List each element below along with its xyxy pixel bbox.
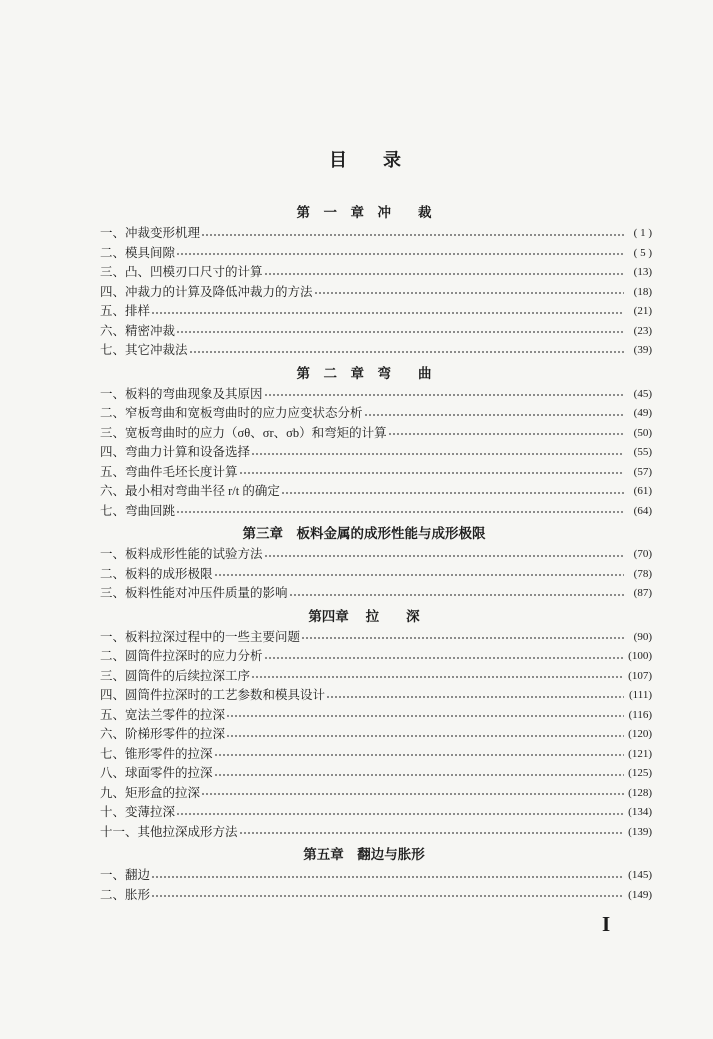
toc-entry [100,545,652,565]
toc-entry [100,823,652,843]
dot-leader [326,686,624,706]
entry-title: 四、弯曲力计算和设备选择 [100,445,251,459]
entry-page: (70) [633,548,652,560]
entry-title: 二、胀形 [100,887,151,902]
toc-entry [100,244,652,264]
dot-leader [176,244,624,264]
entry-page: (100) [628,650,652,662]
entry-title: 五、宽法兰零件的拉深 [100,707,226,722]
entry-title: 六、最小相对弯曲半径 r/t 的确定 [100,484,280,498]
dot-leader [239,463,624,483]
chapter-heading: 第 一 章 冲 裁 [296,205,432,220]
entry-page: (149) [628,888,652,901]
toc-entry [100,725,652,745]
dot-leader [214,565,624,585]
dot-leader [281,482,624,502]
entry-page: (18) [633,285,652,298]
chapter-heading: 第三章 板料金属的成形性能与成形极限 [242,526,486,541]
entry-page: (13) [633,266,652,278]
chapter-heading: 第五章 翻边与胀形 [303,847,425,862]
dot-leader [151,866,624,886]
dot-leader [388,424,624,444]
entry-page: (107) [628,669,652,682]
entry-title: 七、其它冲裁法 [100,343,188,357]
entry-page: (145) [628,869,652,881]
entry-page: (78) [633,567,652,580]
entry-title: 一、板料成形性能的试验方法 [100,547,263,561]
dot-leader [314,283,624,303]
entry-page: ( 5 ) [633,246,652,259]
entry-title: 一、冲裁变形机理 [100,226,201,240]
dot-leader [264,545,624,565]
toc-entry [100,224,652,244]
dot-leader [214,745,624,765]
toc-entry [100,424,652,444]
entry-title: 十、变薄拉深 [100,805,176,819]
entry-page: (23) [633,324,652,337]
toc-entry [100,404,652,424]
toc-entry [100,784,652,804]
toc-entry [100,628,652,648]
entry-title: 三、板料性能对冲压件质量的影响 [100,586,288,600]
entry-page: (134) [628,806,652,818]
toc-entry [100,302,652,322]
dot-leader [214,764,624,784]
toc-entry [100,667,652,687]
entry-page: (50) [633,426,652,439]
toc-entry [100,866,652,886]
toc-entry [100,341,652,361]
entry-title: 九、矩形盒的拉深 [100,785,201,800]
dot-leader [151,886,624,906]
entry-title: 二、模具间隙 [100,245,176,260]
entry-page: (45) [633,387,652,400]
dot-leader [176,502,624,522]
entry-title: 二、圆筒件拉深时的应力分析 [100,649,263,663]
dot-leader [264,385,624,405]
toc-entry [100,385,652,405]
entry-page: (21) [633,305,652,317]
entry-title: 一、翻边 [100,868,151,882]
entry-page: (125) [628,767,652,779]
toc-entry [100,706,652,726]
chapter-heading: 第四章 拉 深 [308,608,420,624]
dot-leader [264,263,624,283]
entry-page: (49) [633,407,652,419]
entry-page: (64) [633,504,652,517]
entry-page: (87) [633,587,652,599]
dot-leader [289,584,624,604]
toc-entry [100,745,652,765]
entry-title: 八、球面零件的拉深 [100,766,213,780]
dot-leader [176,803,624,823]
entry-page: (139) [628,825,652,838]
dot-leader [364,404,624,424]
toc-entry [100,803,652,823]
dot-leader [226,706,624,726]
entry-page: (111) [628,689,652,701]
dot-leader [239,823,624,843]
toc-entry [100,283,652,303]
page-number: I [602,912,611,936]
toc-chapter [100,523,652,604]
toc-chapter [100,202,652,361]
toc-chapter [100,844,652,905]
entry-page: (90) [633,630,652,643]
entry-title: 十一、其他拉深成形方法 [100,824,238,839]
toc-entry [100,565,652,585]
dot-leader [226,725,624,745]
toc-chapter [100,363,652,522]
toc-entry [100,584,652,604]
toc-entry [100,443,652,463]
entry-title: 六、精密冲裁 [100,323,176,338]
entry-page: (61) [633,485,652,497]
entry-title: 七、弯曲回跳 [100,503,176,518]
chapter-heading: 第 二 章 弯 曲 [296,365,432,381]
entry-title: 一、板料的弯曲现象及其原因 [100,386,263,401]
toc-chapter [100,606,652,843]
entry-title: 二、窄板弯曲和宽板弯曲时的应力应变状态分析 [100,406,363,420]
toc-title: 目 录 [329,150,401,170]
toc-entry [100,764,652,784]
toc-entry [100,502,652,522]
dot-leader [189,341,624,361]
table-of-contents [100,200,652,905]
toc-entry [100,647,652,667]
entry-page: ( 1 ) [633,227,652,239]
entry-page: (116) [628,708,652,721]
entry-title: 五、弯曲件毛坯长度计算 [100,464,238,479]
entry-page: (55) [633,446,652,458]
entry-page: (121) [628,747,652,760]
entry-title: 七、锥形零件的拉深 [100,746,213,761]
toc-entry [100,686,652,706]
entry-page: (57) [633,465,652,478]
toc-entry [100,482,652,502]
dot-leader [264,647,624,667]
toc-entry [100,322,652,342]
toc-entry [100,263,652,283]
entry-page: (39) [633,344,652,356]
toc-entry [100,886,652,906]
entry-title: 三、凸、凹模刃口尺寸的计算 [100,265,263,279]
dot-leader [251,667,624,687]
entry-title: 一、板料拉深过程中的一些主要问题 [100,629,301,644]
entry-title: 三、圆筒件的后续拉深工序 [100,668,251,683]
entry-title: 二、板料的成形极限 [100,566,213,581]
entry-page: (120) [628,728,652,740]
entry-title: 五、排样 [100,304,151,318]
dot-leader [176,322,624,342]
dot-leader [301,628,624,648]
entry-title: 四、圆筒件拉深时的工艺参数和模具设计 [100,688,326,702]
dot-leader [151,302,624,322]
entry-title: 三、宽板弯曲时的应力（σθ、σr、σb）和弯矩的计算 [100,425,387,440]
dot-leader [201,224,624,244]
entry-page: (128) [628,786,652,799]
entry-title: 四、冲裁力的计算及降低冲裁力的方法 [100,284,313,299]
dot-leader [251,443,624,463]
entry-title: 六、阶梯形零件的拉深 [100,727,226,741]
toc-entry [100,463,652,483]
dot-leader [201,784,624,804]
